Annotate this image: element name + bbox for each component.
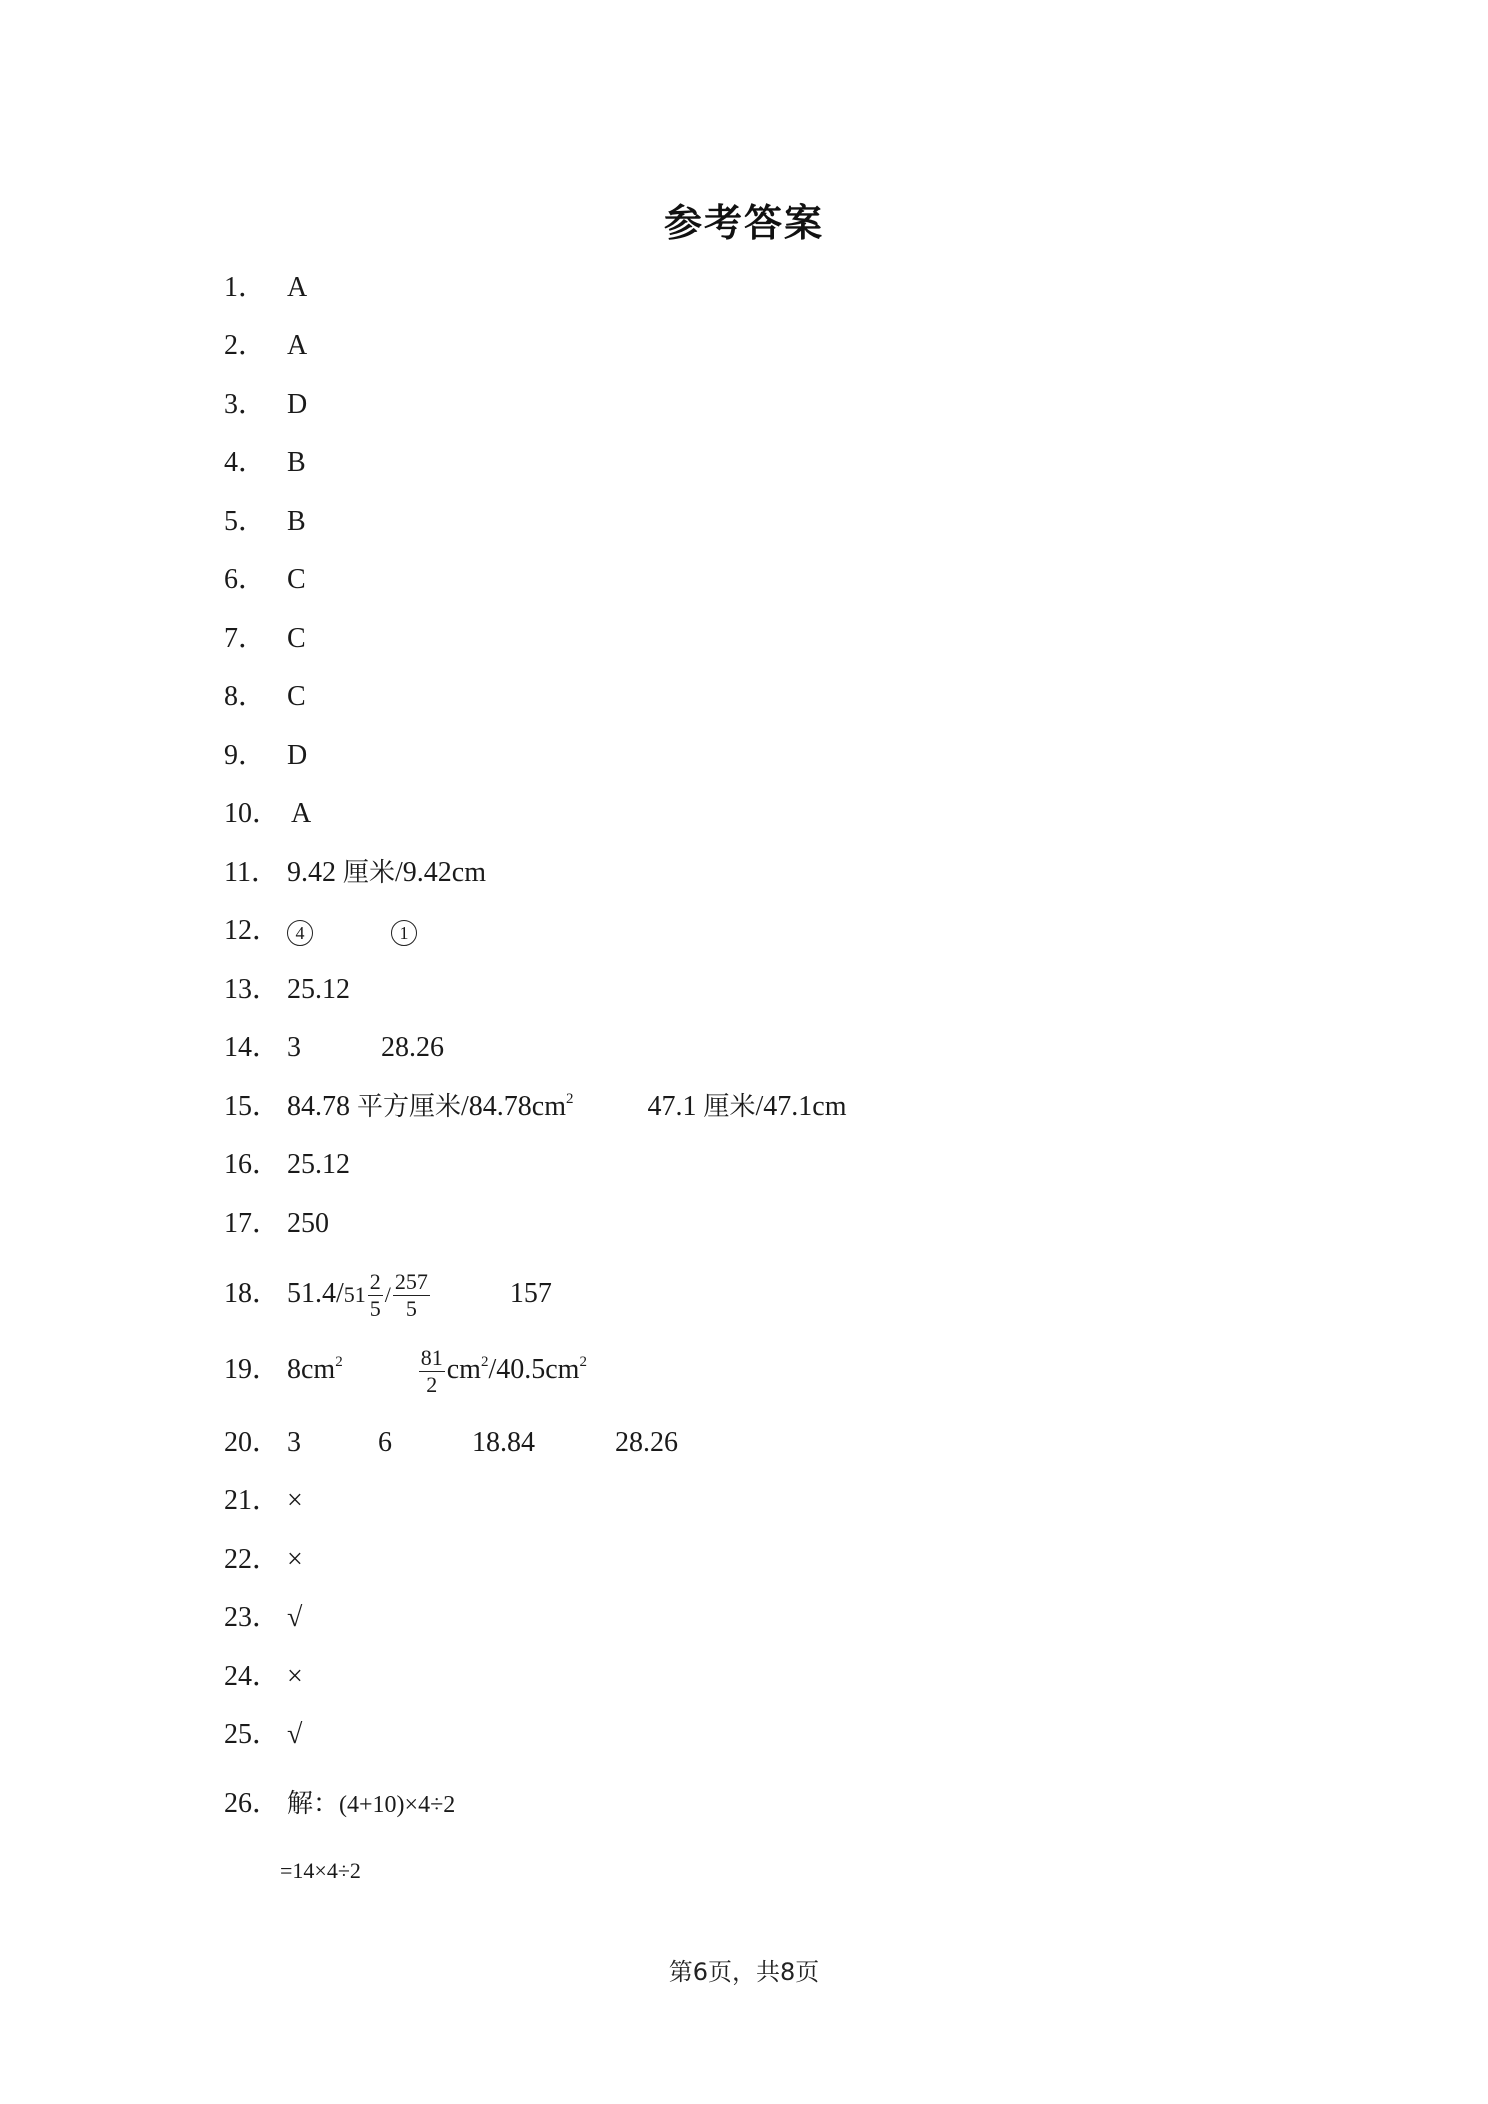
answer-row: 8． C (224, 681, 306, 712)
fraction: $\frac{81}{2}$ (420, 1345, 443, 1398)
answer-row-20: 20． 3 6 18.84 28.26 (224, 1427, 678, 1458)
answer-row-11: 11． 9.42 厘米/9.42cm (224, 857, 487, 888)
answer-row: 3． D (224, 389, 308, 420)
answer-row-14: 14． 3 28.26 (224, 1032, 444, 1063)
answer-row: 5． B (224, 506, 306, 537)
answer-row: 7． C (224, 623, 306, 654)
page-footer: 第6页，共8页 (668, 1958, 820, 1986)
answer-row: 10． A (224, 798, 312, 829)
answer-row: 6． C (224, 564, 306, 595)
answer-row: 4． B (224, 447, 306, 478)
answer-row-19: 19． $8cm^2$ $\frac{81}{2}$ $cm^2/40.5cm^2$ (224, 1345, 587, 1398)
answer-row: 21． × (224, 1485, 303, 1516)
answer-row-16: 16． 25.12 (224, 1149, 350, 1180)
answer-row-17: 17． 250 (224, 1208, 329, 1239)
answer-row: 9． D (224, 740, 308, 771)
answer-row: 23． √ (224, 1602, 303, 1633)
answer-row-26: 26． 解：(4+10)×4÷2 (224, 1788, 456, 1819)
page-title: 参考答案 (663, 201, 824, 245)
circled-number: 4 (287, 920, 313, 946)
math-expression: (4+10)×4÷2 (339, 1792, 456, 1818)
answer-row-15: 15． 84.78 平方厘米$/84.78cm^2$ 47.1 厘米/47.1cm (224, 1091, 847, 1122)
fraction: $\frac{2}{5}$ (369, 1269, 381, 1322)
circled-number: 1 (391, 920, 417, 946)
answer-row: 22． × (224, 1544, 303, 1575)
answer-row-13: 13． 25.12 (224, 974, 350, 1005)
answer-row-18: 18． 51.4/51 $\frac{2}{5}$ / $\frac{257}{5}$ 157 (224, 1269, 552, 1322)
answer-row: 25． √ (224, 1719, 303, 1750)
answer-row-12: 12． 4 1 (224, 911, 417, 951)
fraction: $\frac{257}{5}$ (394, 1269, 428, 1322)
solution-step: =14×4÷2 (280, 1858, 361, 1883)
answer-row: 2． A (224, 330, 308, 361)
answer-row: 1． A (224, 272, 308, 303)
answer-row: 24． × (224, 1661, 303, 1692)
